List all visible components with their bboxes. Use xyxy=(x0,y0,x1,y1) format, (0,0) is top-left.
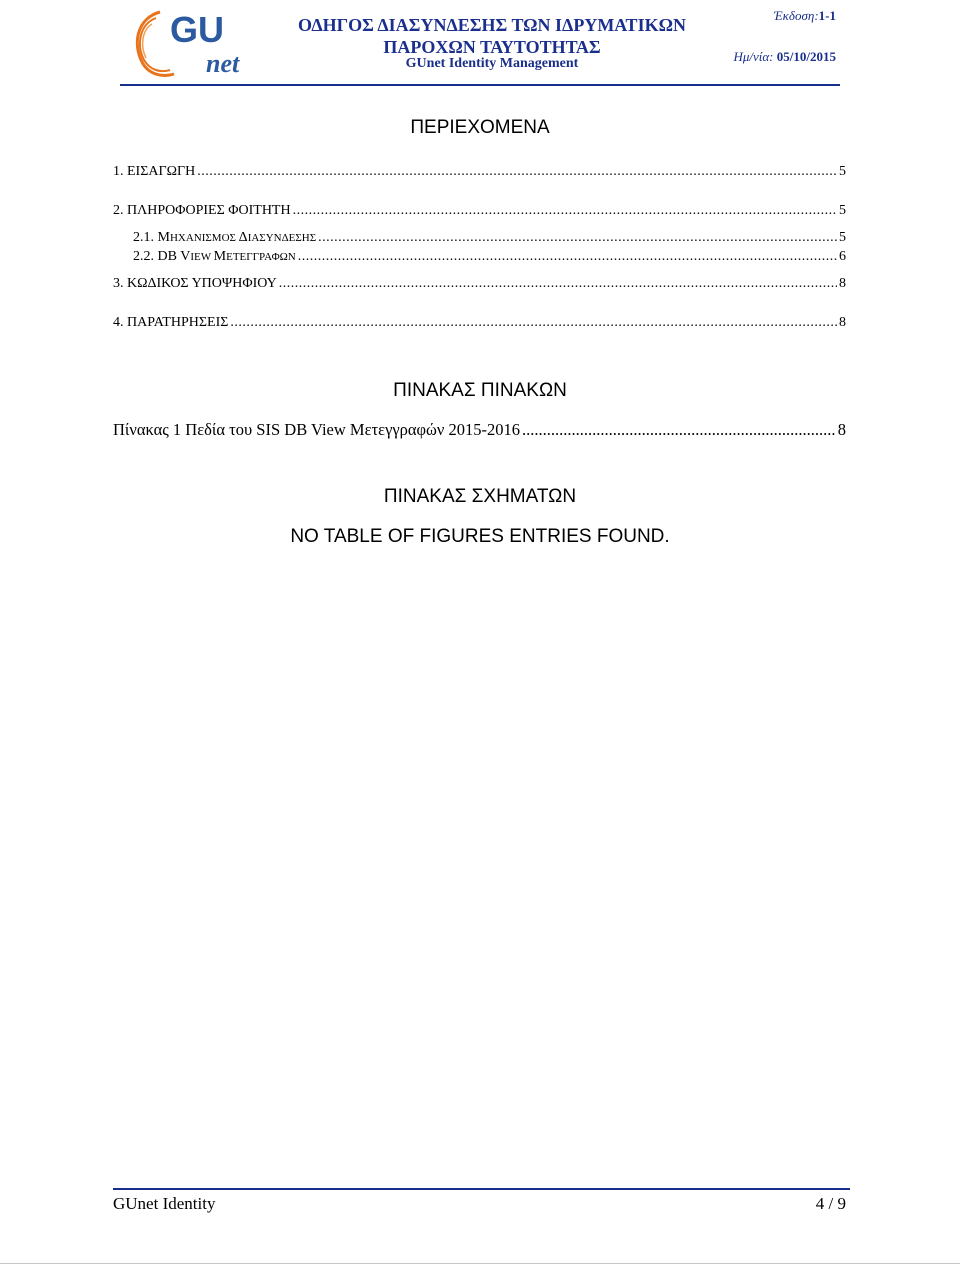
svg-text:GU: GU xyxy=(170,9,224,50)
toc-page-number: 5 xyxy=(839,203,846,218)
date-value: 05/10/2015 xyxy=(776,49,836,64)
tables-heading: ΠΙΝΑΚΑΣ ΠΙΝΑΚΩΝ xyxy=(393,380,567,401)
toc-item-label: 1. ΕΙΣΑΓΩΓΗ xyxy=(113,164,196,179)
toc-leader-dots xyxy=(230,315,837,331)
svg-text:net: net xyxy=(206,49,240,78)
gunet-logo xyxy=(126,4,258,80)
toc-page-number: 6 xyxy=(839,249,846,264)
tables-item-label: Πίνακας 1 Πεδία του SIS DB View Μετεγγραφών 2015-2016 xyxy=(113,420,520,439)
header-date xyxy=(733,49,836,65)
toc-item-label: 4. ΠΑΡΑΤΗΡΗΣΕΙΣ xyxy=(113,315,229,330)
header-version xyxy=(774,8,836,24)
toc-item-2-1[interactable] xyxy=(133,230,846,250)
toc-page-number: 5 xyxy=(839,164,846,179)
toc-page-number: 8 xyxy=(839,276,846,291)
toc-leader-dots xyxy=(318,230,837,246)
toc-leader-dots xyxy=(197,164,837,180)
version-value: 1-1 xyxy=(818,8,836,23)
footer-title: GUnet Identity xyxy=(113,1194,216,1213)
footer-rule xyxy=(113,1188,850,1190)
header-subtitle: GUnet Identity Management xyxy=(405,56,579,71)
toc-item-label: 2. ΠΛΗΡΟΦΟΡΙΕΣ ΦΟΙΤΗΤΗ xyxy=(113,203,291,218)
header-rule xyxy=(120,84,840,86)
tables-item-1[interactable] xyxy=(113,420,846,440)
date-label: Ημ/νία: xyxy=(733,49,774,64)
toc-item-4[interactable] xyxy=(113,315,846,335)
toc-item-1[interactable] xyxy=(113,164,846,184)
version-label: Έκδοση: xyxy=(773,8,819,23)
toc-item-2[interactable] xyxy=(113,203,846,223)
toc-leader-dots xyxy=(293,203,837,219)
footer-page-number: 4 / 9 xyxy=(815,1194,846,1213)
header-title-line2: ΠΑΡΟΧΩΝ ΤΑΥΤΟΤΗΤΑΣ xyxy=(383,37,601,57)
toc-item-label: 2.2. DB VIEW ΜΕΤΕΓΓΡΑΦΩΝ xyxy=(133,249,296,264)
toc-page-number: 5 xyxy=(839,230,846,245)
tables-leader-dots xyxy=(522,420,836,440)
tables-page-number: 8 xyxy=(837,420,846,439)
toc-item-label: 3. ΚΩΔΙΚΟΣ ΥΠΟΨΗΦΙΟΥ xyxy=(113,276,277,291)
header-title-line1: ΟΔΗΓΟΣ ΔΙΑΣΥΝΔΕΣΗΣ ΤΩΝ ΙΔΡΥΜΑΤΙΚΩΝ xyxy=(297,15,686,35)
toc-leader-dots xyxy=(279,276,837,292)
toc-leader-dots xyxy=(298,249,837,265)
page-edge-divider xyxy=(0,1263,960,1264)
toc-page-number: 8 xyxy=(839,315,846,330)
toc-item-2-2[interactable] xyxy=(133,249,846,269)
figures-empty-message: NO TABLE OF FIGURES ENTRIES FOUND. xyxy=(290,526,670,547)
figures-heading: ΠΙΝΑΚΑΣ ΣΧΗΜΑΤΩΝ xyxy=(383,486,577,507)
gunet-logo-graphic xyxy=(126,4,258,80)
toc-item-label: 2.1. ΜΗΧΑΝΙΣΜΟΣ ΔΙΑΣΥΝΔΕΣΗΣ xyxy=(133,230,317,245)
toc-item-3[interactable] xyxy=(113,276,846,296)
toc-heading: ΠΕΡΙΕΧΟΜΕΝΑ xyxy=(410,117,550,138)
